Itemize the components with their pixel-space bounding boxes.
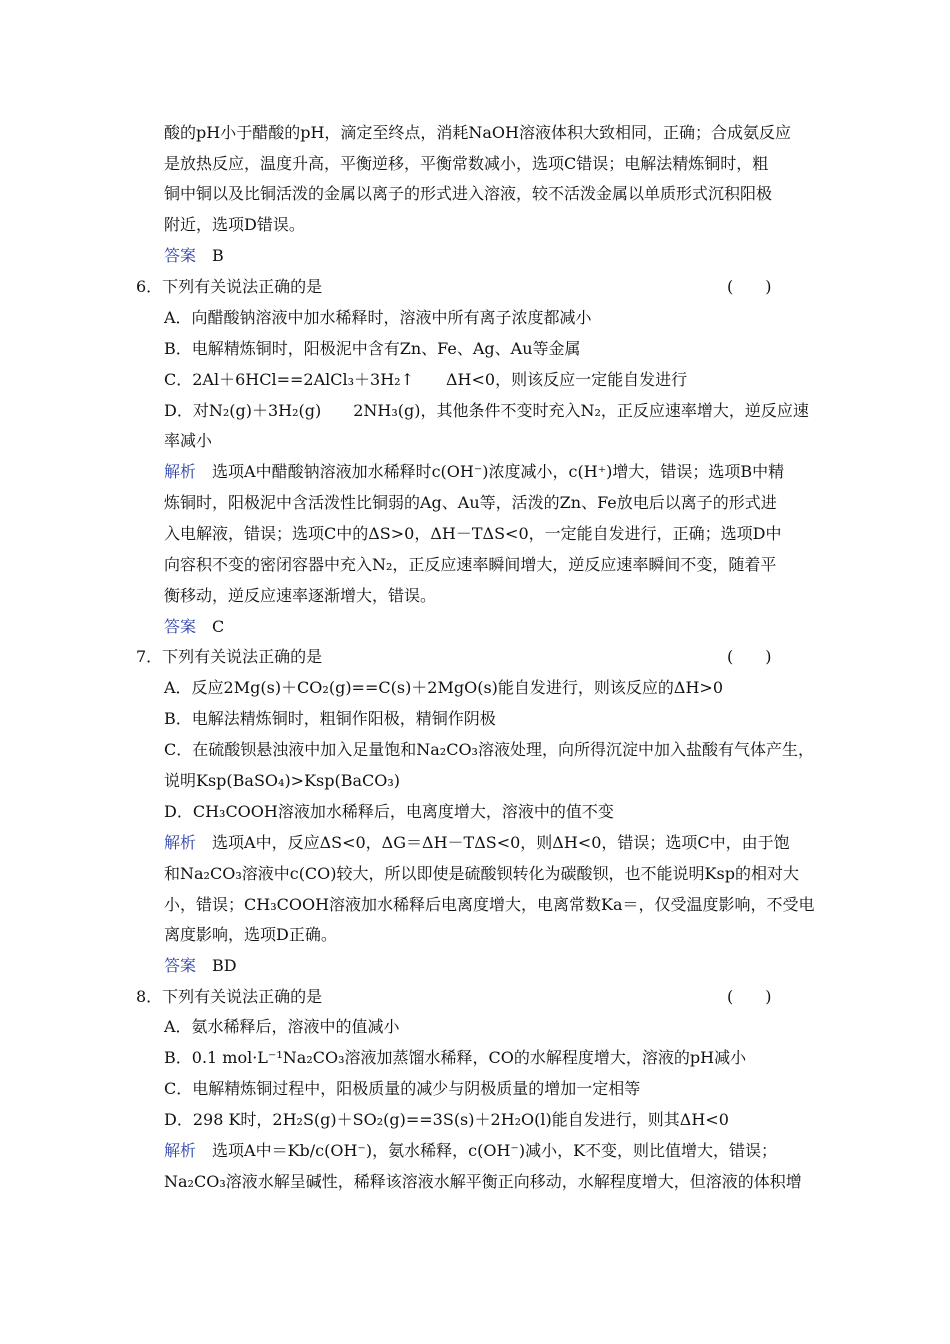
answer-bracket: ( ): [727, 987, 772, 1006]
answer-label: 答案: [164, 956, 197, 975]
analysis-text: 选项A中醋酸钠溶液加水稀释时c(OH⁻)浓度减小，c(H⁺)增大，错误；选项B中精: [212, 462, 785, 481]
text-line: 铜中铜以及比铜活泼的金属以离子的形式进入溶液，较不活泼金属以单质形式沉积阳极: [164, 184, 773, 203]
analysis-label: 解析: [164, 833, 197, 852]
analysis-line: 小，错误；CH₃COOH溶液加水稀释后电离度增大，电离常数Ka＝，仅受温度影响，不受电: [164, 895, 815, 914]
option-c: C．在硫酸钡悬浊液中加入足量饱和Na₂CO₃溶液处理，向所得沉淀中加入盐酸有气体产生，: [164, 740, 814, 759]
option-c: C．电解精炼铜过程中，阳极质量的减少与阴极质量的增加一定相等: [164, 1079, 641, 1098]
option-c: C．2Al＋6HCl==2AlCl₃＋3H₂↑ ΔH<0，则该反应一定能自发进行: [164, 370, 688, 389]
answer-bracket: ( ): [727, 277, 772, 296]
answer-label: 答案: [164, 246, 197, 265]
analysis-line: Na₂CO₃溶液水解呈碱性，稀释该溶液水解平衡正向移动，水解程度增大，但溶液的体积增: [164, 1172, 802, 1191]
option-b: B．0.1 mol·L⁻¹Na₂CO₃溶液加蒸馏水稀释，CO的水解程度增大，溶液的pH减小: [164, 1048, 747, 1067]
option-d: D．CH₃COOH溶液加水稀释后，电离度增大，溶液中的值不变: [164, 802, 614, 821]
analysis-label: 解析: [164, 462, 197, 481]
answer-label: 答案: [164, 617, 197, 636]
option-c-cont: 说明Ksp(BaSO₄)>Ksp(BaCO₃): [164, 771, 401, 790]
answer-line: [164, 956, 237, 976]
question-stem: 8．下列有关说法正确的是: [136, 987, 323, 1006]
question-stem: 7．下列有关说法正确的是: [136, 647, 323, 666]
option-a: A．向醋酸钠溶液中加水稀释时，溶液中所有离子浓度都减小: [164, 308, 592, 327]
option-d: D．298 K时，2H₂S(g)＋SO₂(g)==3S(s)＋2H₂O(l)能自发进行，则其ΔH<0: [164, 1110, 729, 1129]
analysis-line: [164, 462, 784, 482]
answer-line: [164, 246, 224, 266]
analysis-line: [164, 1141, 777, 1161]
analysis-line: 向容积不变的密闭容器中充入N₂，正反应速率瞬间增大，逆反应速率瞬间不变，随着平: [164, 555, 777, 574]
analysis-line: 和Na₂CO₃溶液中c(CO)较大，所以即使是硫酸钡转化为碳酸钡，也不能说明Ksp的相对大: [164, 864, 799, 883]
option-d-cont: 率减小: [164, 431, 213, 450]
answer-value: C: [212, 617, 225, 636]
analysis-line: 衡移动，逆反应速率逐渐增大，错误。: [164, 586, 437, 605]
answer-bracket: ( ): [727, 647, 772, 666]
answer-line: [164, 617, 224, 637]
text-line: 是放热反应，温度升高，平衡逆移，平衡常数减小，选项C错误；电解法精炼铜时，粗: [164, 154, 769, 173]
analysis-line: [164, 833, 790, 853]
answer-value: BD: [212, 956, 237, 975]
option-d: D．对N₂(g)＋3H₂(g) 2NH₃(g)，其他条件不变时充入N₂，正反应速率增大，逆反应速: [164, 401, 809, 420]
text-line: 附近，选项D错误。: [164, 215, 305, 234]
question-stem: 6．下列有关说法正确的是: [136, 277, 323, 296]
analysis-line: 炼铜时，阳极泥中含活泼性比铜弱的Ag、Au等，活泼的Zn、Fe放电后以离子的形式进: [164, 493, 777, 512]
analysis-text: 选项A中＝Kb/c(OH⁻)，氨水稀释，c(OH⁻)减小，K不变，则比值增大，错误；: [212, 1141, 778, 1160]
option-b: B．电解精炼铜时，阳极泥中含有Zn、Fe、Ag、Au等金属: [164, 339, 581, 358]
option-a: A．反应2Mg(s)＋CO₂(g)==C(s)＋2MgO(s)能自发进行，则该反应的ΔH>0: [164, 678, 724, 697]
analysis-label: 解析: [164, 1141, 197, 1160]
analysis-line: 离度影响，选项D正确。: [164, 925, 337, 944]
option-a: A．氨水稀释后，溶液中的值减小: [164, 1017, 400, 1036]
text-line: 酸的pH小于醋酸的pH，滴定至终点，消耗NaOH溶液体积大致相同，正确；合成氨反应: [164, 123, 792, 142]
answer-value: B: [212, 246, 224, 265]
analysis-line: 入电解液，错误；选项C中的ΔS>0，ΔH－TΔS<0，一定能自发进行，正确；选项D中: [164, 524, 782, 543]
analysis-text: 选项A中，反应ΔS<0，ΔG＝ΔH－TΔS<0，则ΔH<0，错误；选项C中，由于饱: [212, 833, 790, 852]
option-b: B．电解法精炼铜时，粗铜作阳极，精铜作阴极: [164, 709, 496, 728]
